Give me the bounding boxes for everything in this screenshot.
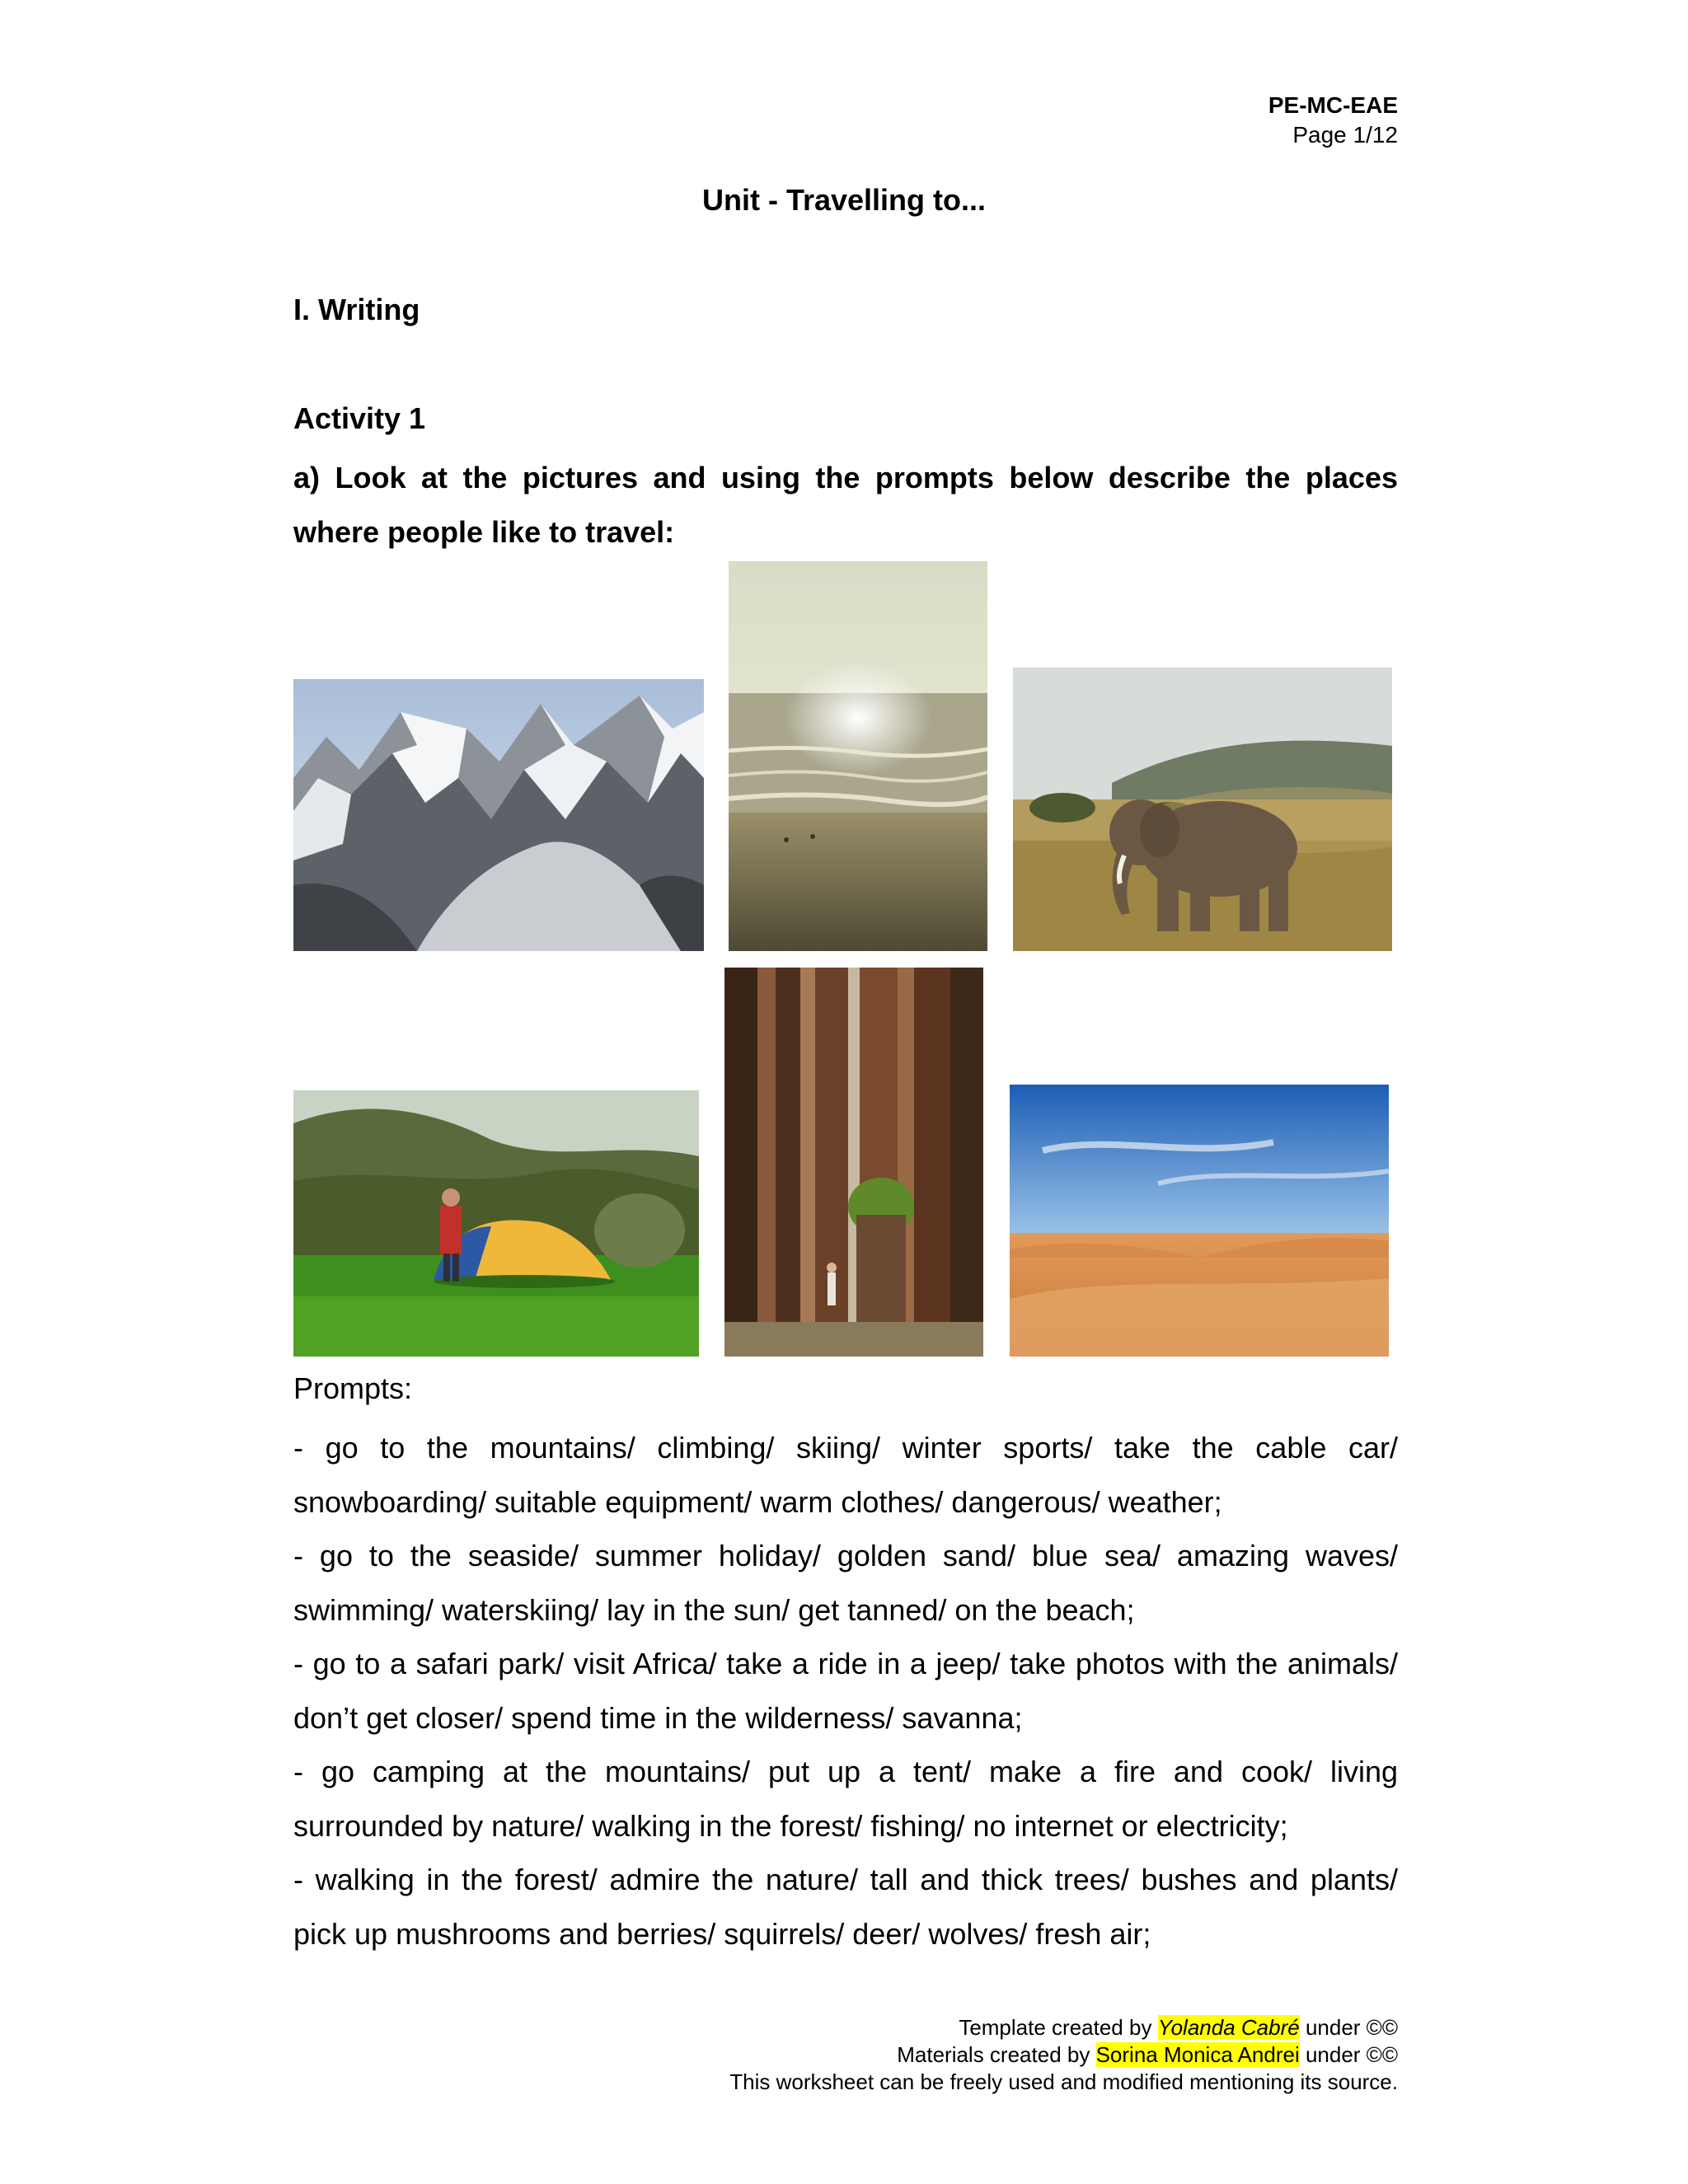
- section-title: I. Writing: [293, 293, 420, 326]
- footer-template-credit: [959, 2014, 1398, 2041]
- redwood-forest-photo: [724, 968, 983, 1357]
- page-number: Page 1/12: [1292, 122, 1398, 148]
- seaside-photo: [729, 561, 987, 951]
- footer-usage-note: This worksheet can be freely used and modified mentioning its source.: [729, 2069, 1398, 2094]
- elephant-safari-photo: [1013, 668, 1392, 951]
- materials-prefix: Materials created by: [897, 2042, 1090, 2067]
- template-suffix: under ©©: [1305, 2015, 1398, 2040]
- prompt-safari: - go to a safari park/ visit Africa/ take a ride in a jeep/ take photos with the animals/ don’t get closer/ spend time in the wilderness/ savanna;: [293, 1647, 1398, 1735]
- template-author: Yolanda Cabré: [1157, 2015, 1300, 2040]
- camping-tent-photo: [293, 1090, 699, 1357]
- mountains-photo: [293, 679, 704, 951]
- materials-author: Sorina Monica Andrei: [1095, 2042, 1300, 2067]
- prompt-seaside: - go to the seaside/ summer holiday/ golden sand/ blue sea/ amazing waves/ swimming/ waterskiing/ lay in the sun/ get tanned/ on the beach;: [293, 1539, 1398, 1627]
- prompt-mountains: - go to the mountains/ climbing/ skiing/ winter sports/ take the cable car/ snowboarding/ suitable equipment/ warm clothes/ dangerous/ weather;: [293, 1431, 1398, 1519]
- materials-suffix: under ©©: [1305, 2042, 1398, 2067]
- desert-dunes-photo: [1010, 1085, 1389, 1357]
- activity-instruction: a) Look at the pictures and using the prompts below describe the places where people like to travel:: [293, 461, 1398, 549]
- footer-materials-credit: [897, 2041, 1398, 2068]
- template-prefix: Template created by: [959, 2015, 1152, 2040]
- prompt-forest: - walking in the forest/ admire the nature/ tall and thick trees/ bushes and plants/ pick up mushrooms and berries/ squirrels/ deer/ wolves/ fresh air;: [293, 1863, 1398, 1951]
- prompt-camping: - go camping at the mountains/ put up a tent/ make a fire and cook/ living surrounded by nature/ walking in the forest/ fishing/ no internet or electricity;: [293, 1755, 1398, 1843]
- activity-title: Activity 1: [293, 401, 426, 435]
- prompts-label: Prompts:: [293, 1371, 413, 1405]
- document-code: PE-MC-EAE: [1268, 92, 1398, 118]
- unit-title: Unit - Travelling to...: [701, 183, 987, 217]
